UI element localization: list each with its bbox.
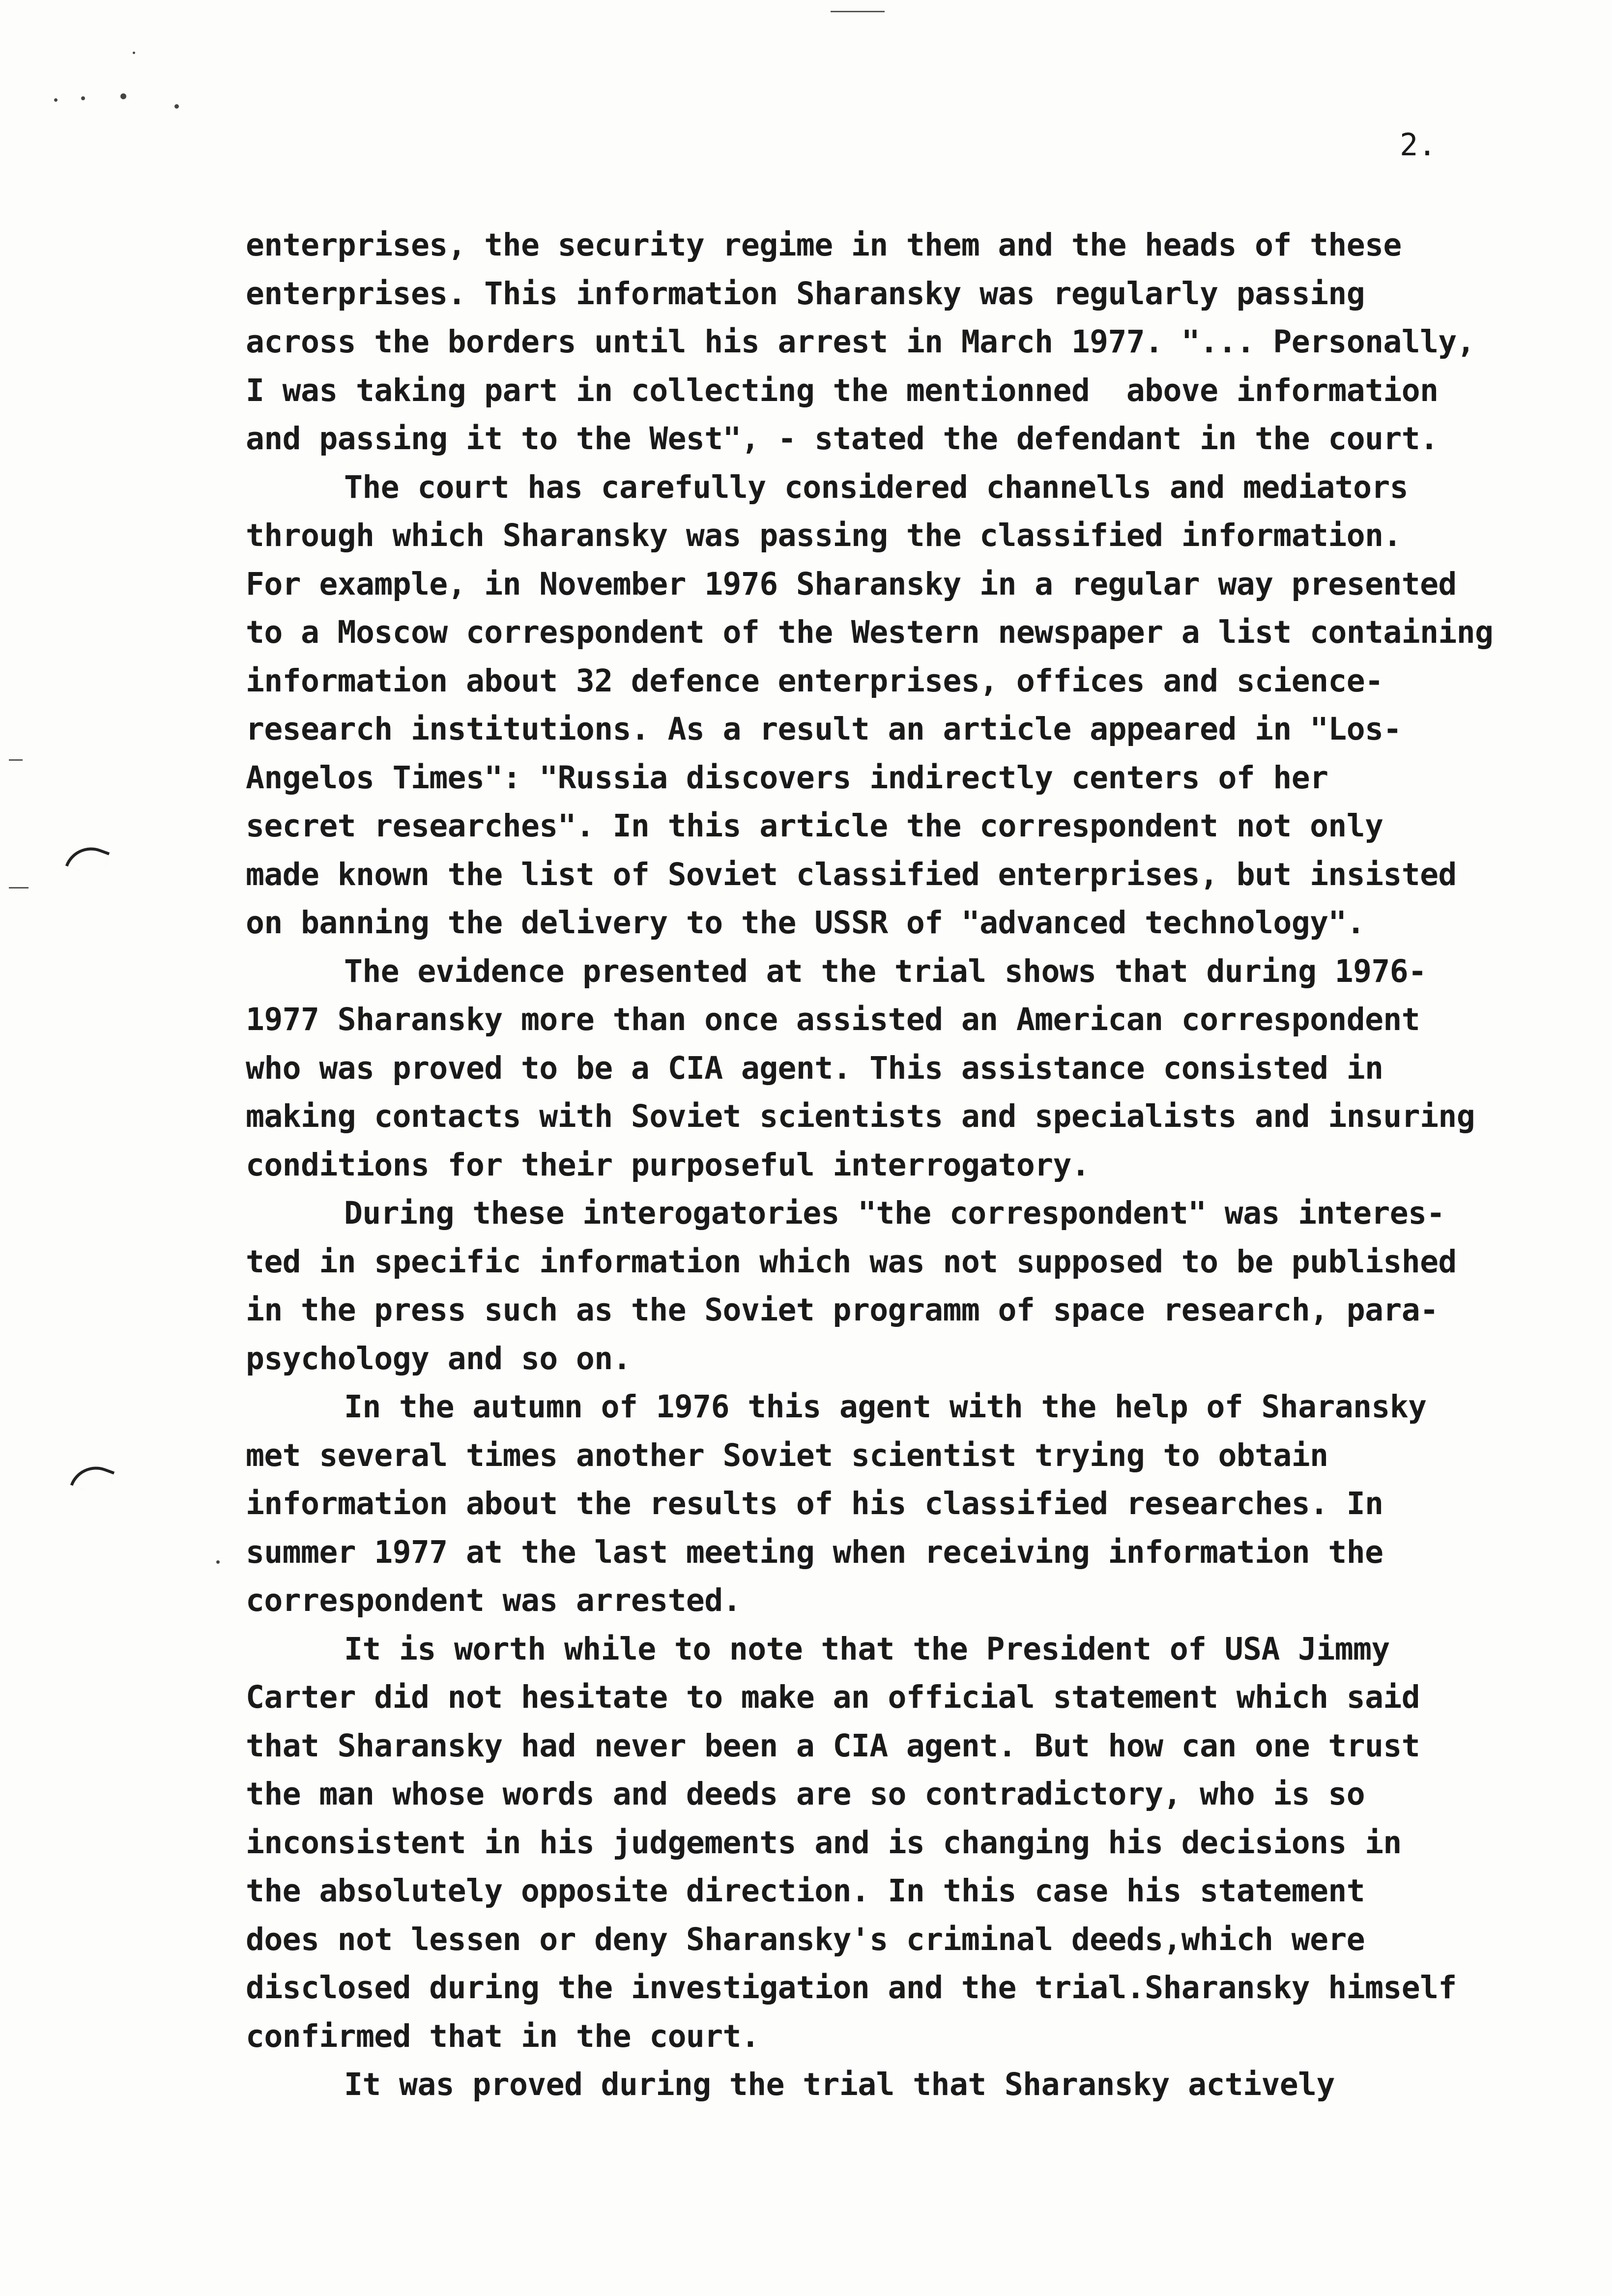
text-line: disclosed during the investigation and the trial.Sharansky himself bbox=[246, 1970, 1457, 2006]
scan-mark bbox=[120, 93, 126, 99]
paragraph bbox=[246, 1383, 1602, 1625]
text-line: During these interogatories "the correspondent" was interes- bbox=[344, 1195, 1445, 1231]
scan-mark bbox=[81, 96, 85, 100]
text-line: correspondent was arrested. bbox=[246, 1582, 741, 1618]
text-line: The evidence presented at the trial shows that during 1976- bbox=[344, 953, 1427, 989]
paragraph bbox=[246, 947, 1602, 1190]
scan-mark bbox=[133, 52, 135, 54]
text-line: who was proved to be a CIA agent. This assistance consisted in bbox=[246, 1050, 1383, 1086]
paragraph bbox=[246, 2061, 1602, 2109]
text-line: conditions for their purposeful interrogatory. bbox=[246, 1147, 1090, 1183]
text-line: In the autumn of 1976 this agent with the help of Sharansky bbox=[344, 1389, 1427, 1425]
text-line: summer 1977 at the last meeting when receiving information the bbox=[246, 1534, 1383, 1570]
scan-mark bbox=[216, 1560, 220, 1564]
hole-punch-mark bbox=[65, 840, 110, 879]
text-line: information about 32 defence enterprises, offices and science- bbox=[246, 662, 1383, 699]
text-line: and passing it to the West", - stated the defendant in the court. bbox=[246, 421, 1439, 457]
text-line: Carter did not hesitate to make an official statement which said bbox=[246, 1679, 1420, 1715]
paragraph bbox=[246, 463, 1602, 947]
scan-mark bbox=[54, 98, 58, 102]
text-line: through which Sharansky was passing the classified information. bbox=[246, 517, 1402, 553]
text-line: research institutions. As a result an article appeared in "Los- bbox=[246, 711, 1402, 747]
text-line: the absolutely opposite direction. In this case his statement bbox=[246, 1873, 1365, 1909]
text-line: that Sharansky had never been a CIA agent. But how can one trust bbox=[246, 1727, 1420, 1764]
paragraph bbox=[246, 1625, 1602, 2061]
text-line: It is worth while to note that the President of USA Jimmy bbox=[344, 1631, 1390, 1667]
text-line: enterprises. This information Sharansky was regularly passing bbox=[246, 275, 1365, 312]
scan-mark bbox=[174, 104, 179, 109]
text-line: the man whose words and deeds are so contradictory, who is so bbox=[246, 1776, 1365, 1812]
text-line: 1977 Sharansky more than once assisted an American correspondent bbox=[246, 1002, 1420, 1037]
text-line: across the borders until his arrest in March 1977. "... Personally, bbox=[246, 324, 1475, 360]
text-line: enterprises, the security regime in them and the heads of these bbox=[246, 227, 1402, 263]
paragraph bbox=[246, 1189, 1602, 1383]
text-line: inconsistent in his judgements and is changing his decisions in bbox=[246, 1824, 1402, 1861]
paragraph bbox=[246, 221, 1602, 463]
scan-mark bbox=[831, 11, 885, 12]
text-line: It was proved during the trial that Sharansky actively bbox=[344, 2066, 1335, 2102]
text-line: I was taking part in collecting the mentionned above information bbox=[246, 372, 1439, 408]
text-line: The court has carefully considered channells and mediators bbox=[344, 469, 1409, 505]
text-line: on banning the delivery to the USSR of "advanced technology". bbox=[246, 905, 1365, 941]
page-number: 2. bbox=[1400, 127, 1437, 163]
text-line: in the press such as the Soviet programm of space research, para- bbox=[246, 1292, 1439, 1328]
text-line: confirmed that in the court. bbox=[246, 2018, 760, 2054]
text-line: Angelos Times": "Russia discovers indirectly centers of her bbox=[246, 759, 1328, 796]
scan-mark bbox=[9, 887, 29, 889]
text-line: met several times another Soviet scientist trying to obtain bbox=[246, 1437, 1328, 1473]
letter-body bbox=[246, 221, 1602, 2109]
text-line: ted in specific information which was not supposed to be published bbox=[246, 1243, 1457, 1280]
text-line: psychology and so on. bbox=[246, 1340, 631, 1377]
text-line: For example, in November 1976 Sharansky in a regular way presented bbox=[246, 566, 1457, 602]
text-line: information about the results of his classified researches. In bbox=[246, 1486, 1383, 1521]
text-line: does not lessen or deny Sharansky's criminal deeds,which were bbox=[246, 1921, 1365, 1957]
scan-mark bbox=[9, 759, 23, 761]
text-line: to a Moscow correspondent of the Western newspaper a list containing bbox=[246, 614, 1494, 650]
hole-punch-mark bbox=[70, 1459, 115, 1498]
text-line: made known the list of Soviet classified enterprises, but insisted bbox=[246, 856, 1457, 892]
text-line: making contacts with Soviet scientists and specialists and insuring bbox=[246, 1098, 1475, 1134]
text-line: secret researches". In this article the correspondent not only bbox=[246, 808, 1383, 844]
